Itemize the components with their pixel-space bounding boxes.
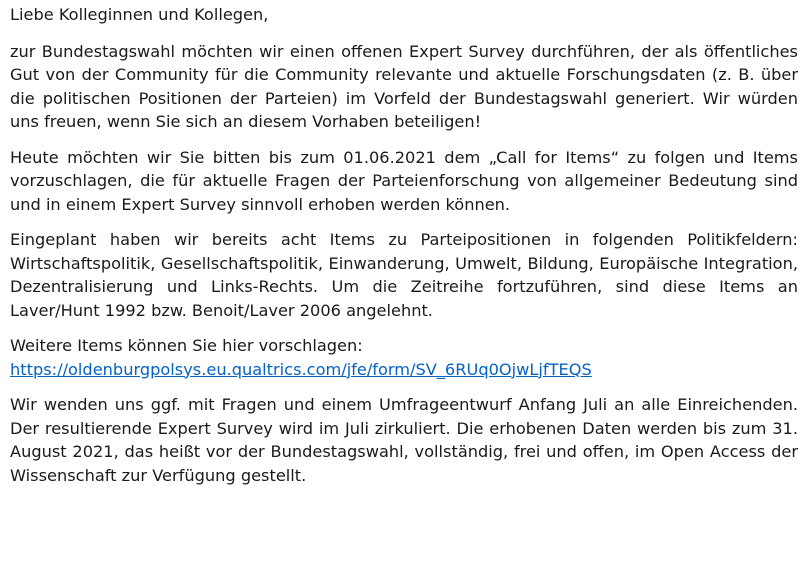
paragraph-planned-items: Eingeplant haben wir bereits acht Items zu Parteipositionen in folgenden Politikfeldern: Wirtschaftspolitik, Gesellschaftspolitik, Einwanderung, Umwelt, Bildung, Europäische Integration, Dezentralisierung und Links-Rechts. Um die Zeitreihe fortzuführen, sind diese Items an Laver/Hunt 1992 bzw. Benoit/Laver 2006 angelehnt.: [10, 230, 798, 320]
suggestion-intro: Weitere Items können Sie hier vorschlagen:: [10, 336, 363, 355]
paragraph-suggestion: [10, 334, 798, 381]
paragraph-call-for-items: Heute möchten wir Sie bitten bis zum 01.06.2021 dem „Call for Items“ zu folgen und Items vorzuschlagen, die für aktuelle Fragen der Parteienforschung von allgemeiner Bedeutung sind und in einem Expert Survey sinnvoll erhoben werden können.: [10, 147, 798, 214]
salutation: Liebe Kolleginnen und Kollegen,: [10, 5, 269, 24]
paragraph-intro: zur Bundestagswahl möchten wir einen offenen Expert Survey durchführen, der als öffentliches Gut von der Community für die Community relevante und aktuelle Forschungsdaten (z. B. über die politischen Positionen der Parteien) im Vorfeld der Bundestagswahl generiert. Wir würden uns freuen, wenn Sie sich an diesem Vorhaben beteiligen!: [10, 41, 798, 131]
paragraph-closing: Wir wenden uns ggf. mit Fragen und einem Umfrageentwurf Anfang Juli an alle Einreichenden. Der resultierende Expert Survey wird im Juli zirkuliert. Die erhobenen Daten werden bis zum 31. August 2021, das heißt vor der Bundestagswahl, vollständig, frei und offen, im Open Access der Wissenschaft zur Verfügung gestellt.: [10, 395, 798, 485]
survey-link[interactable]: https://oldenburgpolsys.eu.qualtrics.com/jfe/form/SV_6RUq0OjwLjfTEQS: [10, 359, 592, 379]
